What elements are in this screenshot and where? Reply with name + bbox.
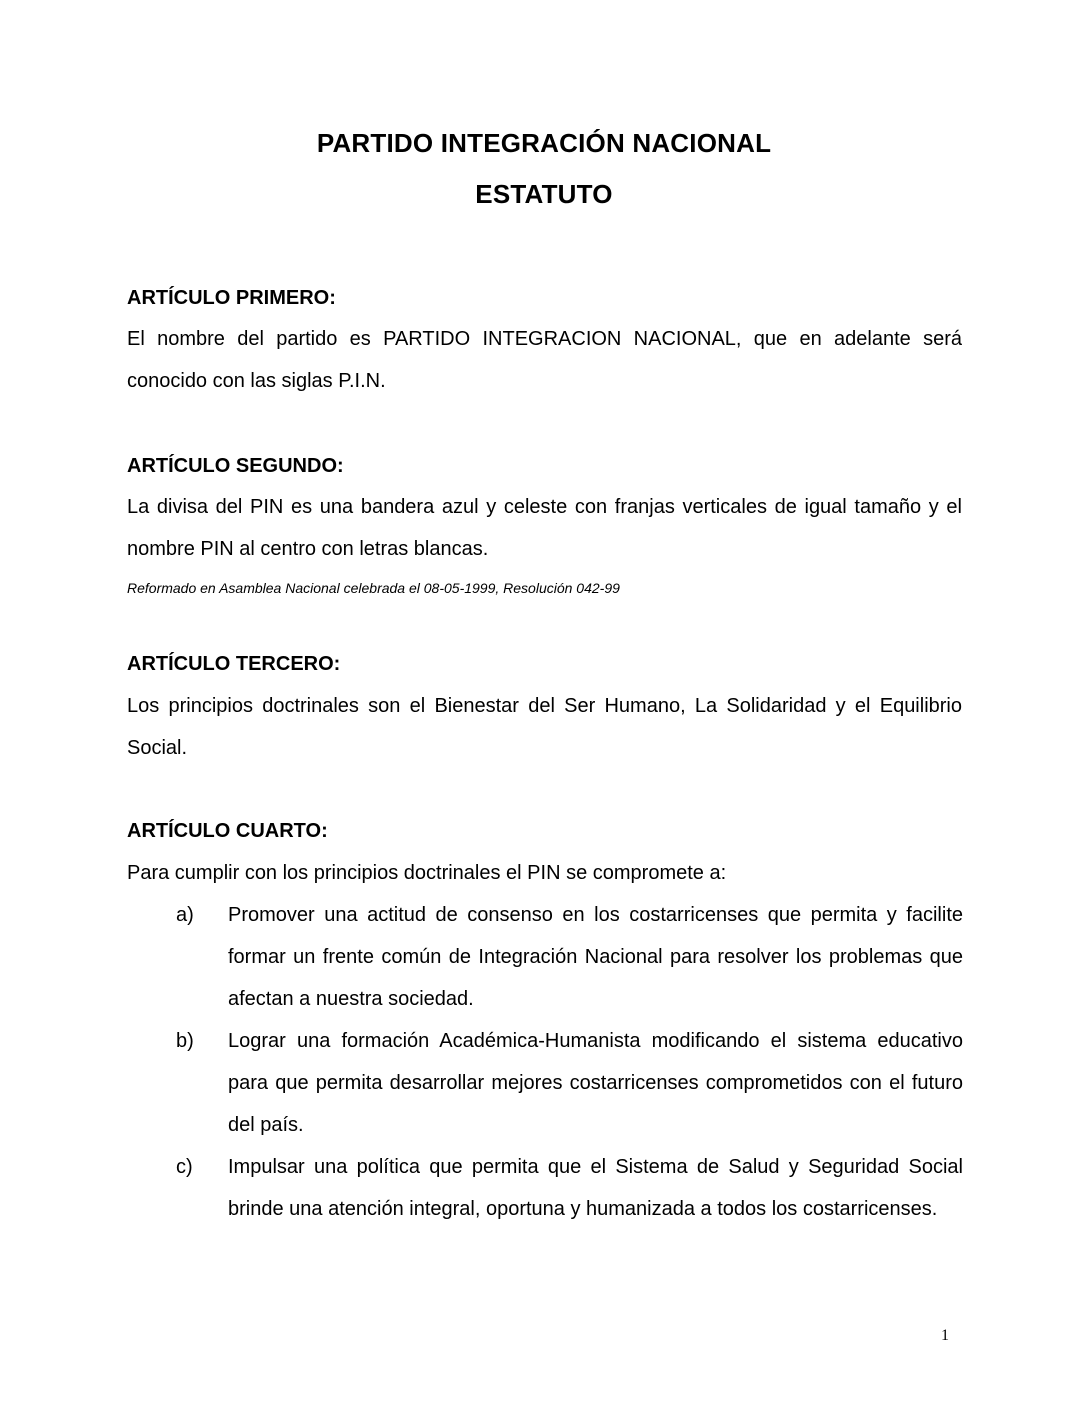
list-item-marker: a) — [176, 904, 194, 926]
list-item — [176, 894, 963, 1020]
article-2-text: La divisa del PIN es una bandera azul y celeste con franjas verticales de igual tamaño y el nombre PIN al centro con letras blancas. — [127, 496, 962, 560]
list-item-text: Lograr una formación Académica-Humanista modificando el sistema educativo para que permita desarrollar mejores costarricenses comprometidos con el futuro del país. — [228, 1030, 963, 1136]
list-item — [176, 1146, 963, 1230]
article-1-heading: ARTÍCULO PRIMERO: — [127, 287, 336, 309]
article-3-heading: ARTÍCULO TERCERO: — [127, 653, 341, 675]
list-item-marker: c) — [176, 1156, 193, 1178]
article-2-heading: ARTÍCULO SEGUNDO: — [127, 455, 344, 477]
page-number: 1 — [941, 1327, 949, 1344]
document-title: PARTIDO INTEGRACIÓN NACIONAL — [316, 128, 772, 158]
article-4-heading: ARTÍCULO CUARTO: — [127, 820, 328, 842]
list-item-marker: b) — [176, 1030, 194, 1052]
article-3-text: Los principios doctrinales son el Bienestar del Ser Humano, La Solidaridad y el Equilibrio Social. — [127, 695, 962, 759]
article-2-reform-note: Reformado en Asamblea Nacional celebrada el 08-05-1999, Resolución 042-99 — [127, 580, 620, 596]
list-item — [176, 1020, 963, 1146]
list-item-text: Promover una actitud de consenso en los costarricenses que permita y facilite formar un frente común de Integración Nacional para resolver los problemas que afectan a nuestra sociedad. — [228, 904, 963, 1010]
article-1-text: El nombre del partido es PARTIDO INTEGRACION NACIONAL, que en adelante será conocido con las siglas P.I.N. — [127, 328, 962, 392]
article-4-text: Para cumplir con los principios doctrinales el PIN se compromete a: — [127, 862, 727, 884]
document-subtitle: ESTATUTO — [475, 179, 613, 209]
list-item-text: Impulsar una política que permita que el Sistema de Salud y Seguridad Social brinde una atención integral, oportuna y humanizada a todos los costarricenses. — [228, 1156, 963, 1220]
